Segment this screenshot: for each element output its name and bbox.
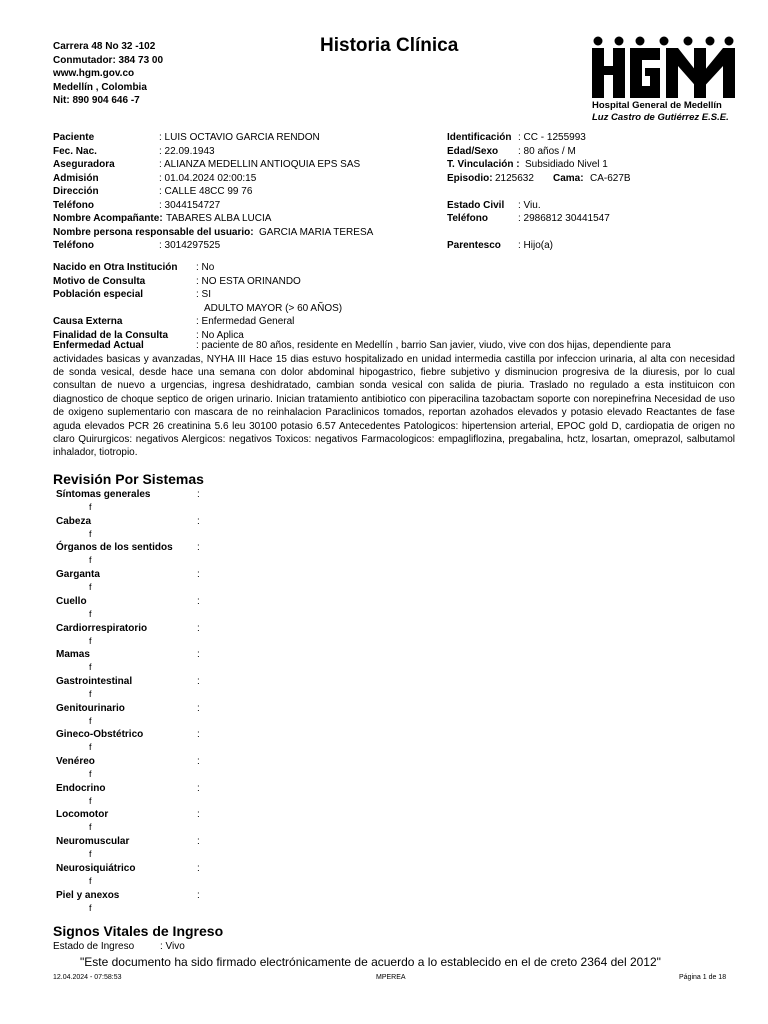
civil-status-value: : Viu.	[518, 199, 541, 211]
vital-signs-title: Signos Vitales de Ingreso	[53, 923, 224, 939]
footer-datetime: 12.04.2024 - 07:58:53	[53, 974, 122, 981]
hospital-address-block	[53, 40, 163, 108]
system-finding: f	[89, 795, 92, 806]
companion-label: Nombre Acompañante:	[53, 213, 163, 224]
reason-label: Motivo de Consulta	[53, 275, 146, 287]
admission-value: : 01.04.2024 02:00:15	[159, 172, 257, 184]
responsible-value: GARCIA MARIA TERESA	[259, 226, 374, 238]
born-elsewhere-value: : No	[196, 262, 215, 273]
system-colon: :	[197, 515, 200, 527]
systems-review-item	[56, 488, 256, 515]
current-illness-text: actividades basicas y avanzadas, NYHA III Hace 15 dias estuvo hospitalizado en unidad intermedia castilla por infeccion urinaria, al alta con necesidad de sonda vesical, desde hace una semana con dolor abdominal hipogastrico, fiebre subjetivo y disminucion progresiva de la diuresis, por lo cual consultan de nuevo a urgencias, ingresa deshidratado, cambian sonda vesical con salida de piuria. Traslado no regulado a esta instituicon con diagnostico de choque septico de origen urinario. Inician tratamiento antibiotico con piperacilina tazobactam soporte con norepinefrina Necesidad de uso de oxigeno suplementario con mascara de no reinhalacion Paraclinicos tomados, reportan azohados elevados y potasio elevado Reactantes de fase aguda elevados PCR 26 creatinina 5.6 leu 30100 potasio 6.57 Antecedentes Patologicos: hipertension arterial, EPOC gold D, cardiopatia de origen no claro Quirurgicos: negativos Alergicos: negativos Toxicos: negativos Farmacologicos: empagliflozina, pregabalina, hctz, losartan, omeprazol, salbutamol inhalador, tiotropio.	[53, 353, 735, 459]
linkage-label: T. Vinculación :	[447, 159, 520, 170]
address-line: Carrera 48 No 32 -102	[53, 41, 156, 52]
birthdate-label: Fec. Nac.	[53, 145, 97, 157]
kinship-label: Parentesco	[447, 240, 501, 251]
system-colon: :	[197, 569, 200, 581]
system-name: Neuromuscular	[56, 836, 130, 848]
systems-review-item	[56, 541, 256, 568]
systems-review-item	[56, 889, 256, 916]
current-illness-lead: : paciente de 80 años, residente en Medellín , barrio San javier, viudo, vive con dos hijas, dependiente para	[196, 340, 671, 351]
insurer-label: Aseguradora	[53, 159, 115, 170]
system-colon: :	[197, 862, 200, 874]
system-name: Endocrino	[56, 782, 106, 794]
logo-hospital-name: Hospital General de Medellín	[592, 100, 722, 111]
external-cause-label: Causa Externa	[53, 316, 123, 327]
system-name: Cabeza	[56, 515, 92, 527]
system-finding: f	[89, 769, 92, 779]
systems-review-item	[56, 702, 256, 729]
civil-status-label: Estado Civil	[447, 199, 505, 211]
system-name: Locomotor	[56, 809, 109, 821]
system-colon: :	[197, 729, 200, 741]
system-name: Cuello	[56, 595, 87, 607]
systems-review-item	[56, 782, 256, 809]
system-colon: :	[197, 836, 200, 848]
systems-review-item	[56, 595, 256, 622]
system-finding: f	[89, 502, 92, 512]
system-finding: f	[89, 528, 92, 539]
system-name: Genitourinario	[56, 702, 125, 714]
system-colon: :	[197, 809, 200, 821]
system-finding: f	[89, 688, 92, 699]
system-colon: :	[197, 595, 200, 607]
system-colon: :	[197, 542, 200, 554]
system-name: Síntomas generales	[56, 489, 151, 500]
phone3-label: Teléfono	[447, 213, 488, 224]
system-name: Mamas	[56, 649, 90, 661]
system-colon: :	[197, 489, 200, 500]
phone2-label: Teléfono	[53, 240, 94, 251]
reason-value: : NO ESTA ORINANDO	[196, 275, 301, 287]
system-name: Gineco-Obstétrico	[56, 729, 144, 741]
document-title: Historia Clínica	[320, 35, 459, 56]
system-name: Gastrointestinal	[56, 675, 133, 687]
current-illness-label: Enfermedad Actual	[53, 340, 144, 351]
system-finding: f	[89, 715, 92, 726]
footer-page: Página 1 de 18	[679, 974, 727, 981]
age-sex-value: : 80 años / M	[518, 145, 576, 157]
bed-value: CA-627B	[590, 172, 631, 184]
systems-review-item	[56, 835, 256, 862]
systems-review-item	[56, 808, 256, 835]
phone-value: : 3044154727	[159, 199, 221, 211]
patient-label: Paciente	[53, 132, 95, 143]
special-population-extra: ADULTO MAYOR (> 60 AÑOS)	[204, 302, 343, 314]
admission-label: Admisión	[53, 172, 99, 184]
systems-review-title: Revisión Por Sistemas	[53, 471, 204, 487]
hospital-logo	[590, 36, 735, 126]
external-cause-value: : Enfermedad General	[196, 316, 295, 327]
website-line: www.hgm.gov.co	[53, 68, 135, 79]
episode-label: Episodio:	[447, 172, 493, 184]
system-name: Órganos de los sentidos	[56, 542, 173, 554]
system-finding: f	[89, 902, 92, 913]
system-name: Piel y anexos	[56, 889, 120, 901]
system-finding: f	[89, 849, 92, 860]
system-finding: f	[89, 662, 92, 673]
system-finding: f	[89, 608, 92, 619]
phone3-value: : 2986812 30441547	[518, 213, 610, 224]
linkage-value: Subsidiado Nivel 1	[525, 159, 608, 170]
systems-review-item	[56, 515, 256, 542]
logo-subtitle: Luz Castro de Gutiérrez E.S.E.	[592, 112, 729, 123]
system-finding: f	[89, 555, 92, 566]
footer-user: MPEREA	[376, 974, 406, 981]
admission-status-label: Estado de Ingreso	[53, 941, 135, 952]
system-name: Neurosiquiátrico	[56, 862, 136, 874]
id-value: : CC - 1255993	[518, 132, 586, 143]
system-colon: :	[197, 756, 200, 767]
address-label: Dirección	[53, 186, 99, 197]
system-finding: f	[89, 582, 92, 593]
systems-review-item	[56, 622, 256, 649]
systems-review-item	[56, 755, 256, 782]
system-finding: f	[89, 822, 92, 833]
systems-review-item	[56, 648, 256, 675]
systems-review-item	[56, 675, 256, 702]
responsible-label: Nombre persona responsable del usuario:	[53, 226, 254, 238]
system-colon: :	[197, 889, 200, 901]
special-population-label: Población especial	[53, 289, 144, 300]
systems-review-item	[56, 728, 256, 755]
system-finding: f	[89, 635, 92, 646]
insurer-value: : ALIANZA MEDELLIN ANTIOQUIA EPS SAS	[159, 159, 361, 170]
systems-review-item	[56, 568, 256, 595]
purpose-label: Finalidad de la Consulta	[53, 329, 169, 341]
city-line: Medellín , Colombia	[53, 81, 147, 93]
phone2-value: : 3014297525	[159, 240, 221, 251]
electronic-signature-note: "Este documento ha sido firmado electrónicamente de acuerdo a lo establecido en el de creto 2364 del 2012"	[80, 955, 661, 969]
system-colon: :	[197, 649, 200, 661]
system-name: Garganta	[56, 569, 100, 581]
system-name: Venéreo	[56, 756, 95, 767]
system-finding: f	[89, 742, 92, 753]
system-name: Cardiorrespiratorio	[56, 622, 148, 634]
special-population-value: : SI	[196, 289, 212, 300]
born-elsewhere-label: Nacido en Otra Institución	[53, 262, 178, 273]
system-colon: :	[197, 782, 200, 794]
id-label: Identificación	[447, 132, 512, 143]
system-colon: :	[197, 622, 200, 634]
admission-status-value: : Vivo	[160, 941, 185, 952]
purpose-value: : No Aplica	[196, 329, 244, 341]
system-finding: f	[89, 875, 92, 886]
companion-value: TABARES ALBA LUCIA	[166, 213, 272, 224]
phone-label: Teléfono	[53, 199, 94, 211]
systems-review-item	[56, 862, 256, 889]
patient-name: : LUIS OCTAVIO GARCIA RENDON	[159, 132, 320, 143]
kinship-value: : Hijo(a)	[518, 240, 554, 251]
nit-line: Nit: 890 904 646 -7	[53, 95, 140, 106]
birthdate-value: : 22.09.1943	[159, 145, 215, 157]
age-sex-label: Edad/Sexo	[447, 145, 499, 157]
address-value: : CALLE 48CC 99 76	[159, 186, 253, 197]
bed-label: Cama:	[553, 172, 584, 184]
switchboard-line: Conmutador: 384 73 00	[53, 54, 164, 66]
system-colon: :	[197, 702, 200, 714]
system-colon: :	[197, 675, 200, 687]
episode-value: 2125632	[495, 172, 534, 184]
